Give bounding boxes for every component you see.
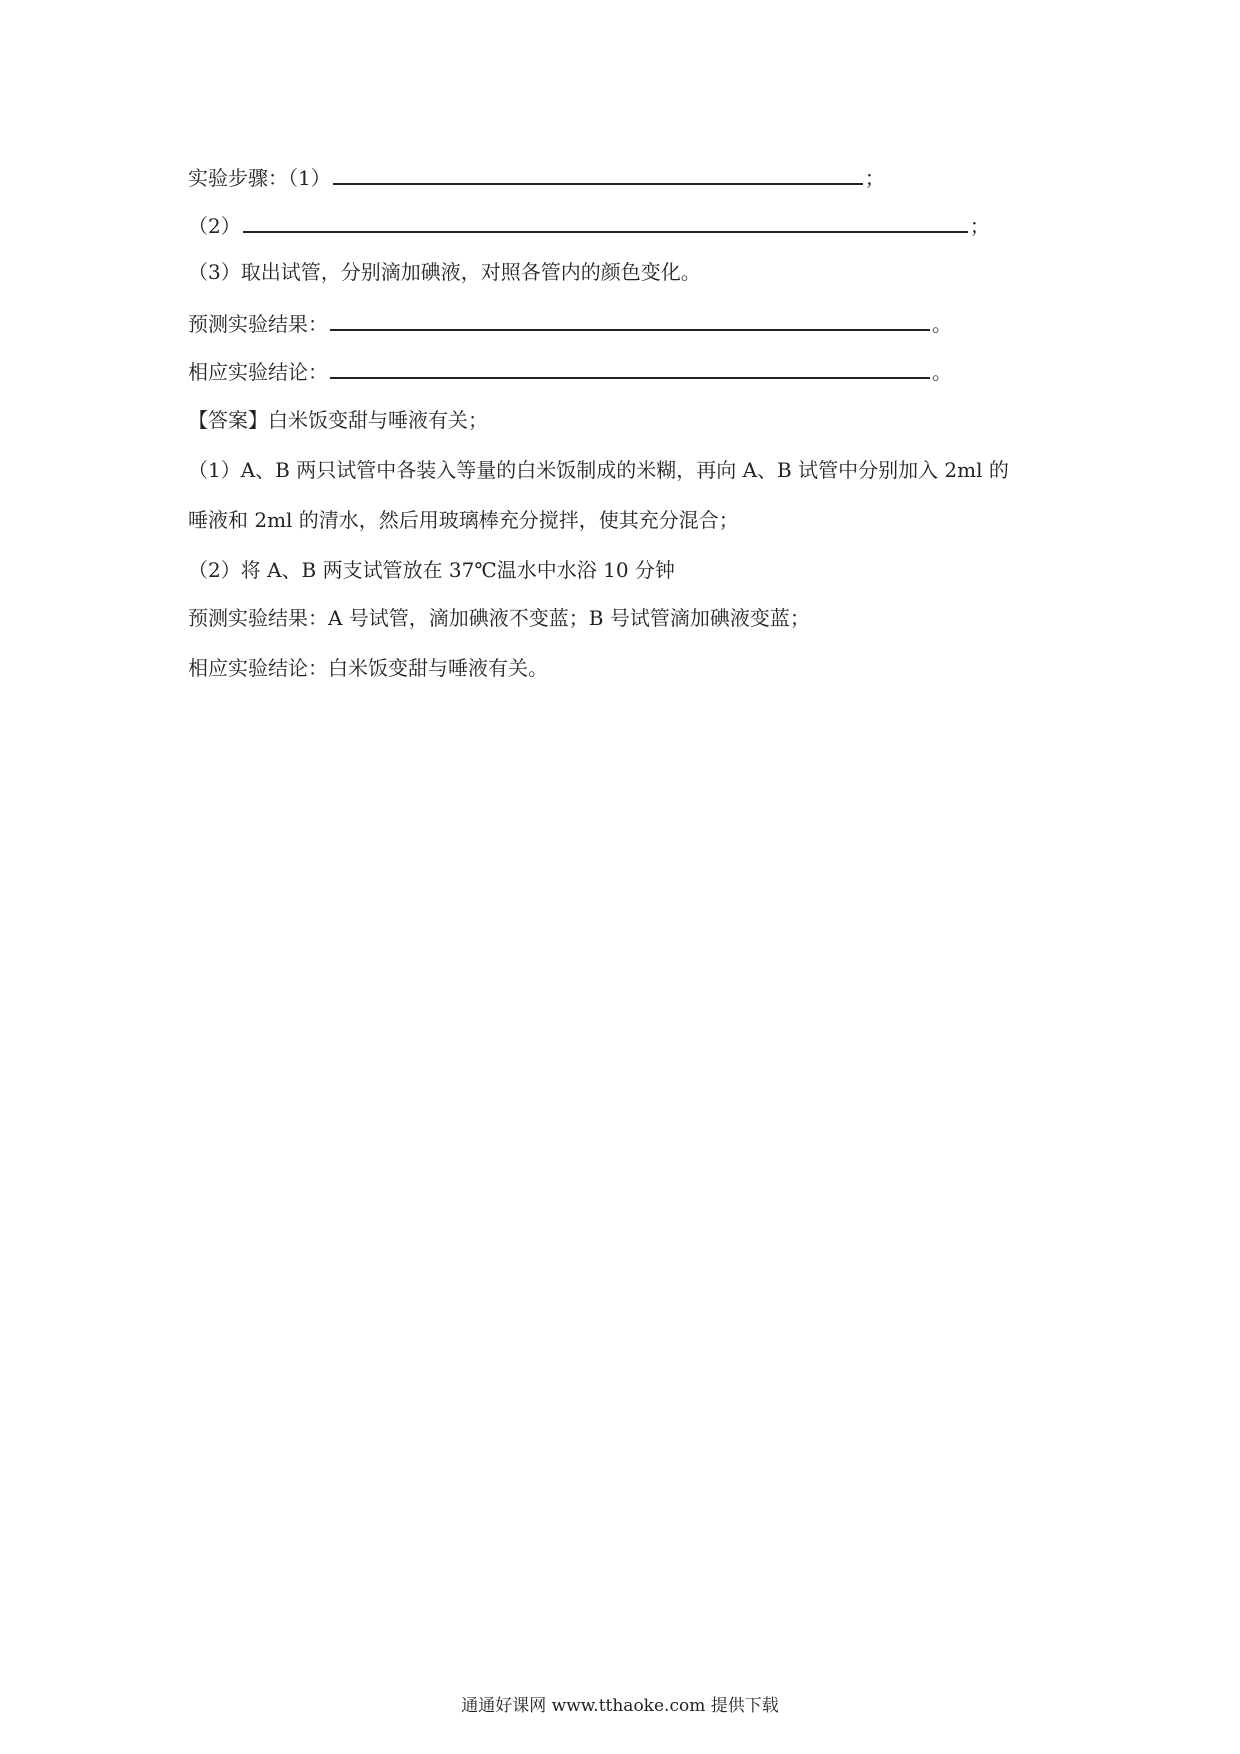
conclusion-label: 相应实验结论： (188, 360, 328, 384)
answer-conclusion: 相应实验结论：白米饭变甜与唾液有关。 (188, 656, 548, 680)
step2-line (188, 211, 990, 239)
prediction-end: 。 (932, 312, 952, 336)
prediction-line (188, 309, 952, 337)
conclusion-blank (330, 357, 930, 379)
step1-line (188, 163, 885, 191)
step1-blank (333, 163, 863, 185)
answer-step2: （2）将 A、B 两支试管放在 37℃温水中水浴 10 分钟 (188, 558, 675, 582)
step3-line: （3）取出试管，分别滴加碘液，对照各管内的颜色变化。 (188, 260, 701, 284)
prediction-blank (330, 309, 930, 331)
answer-step1-line2: 唾液和 2ml 的清水，然后用玻璃棒充分搅拌，使其充分混合； (188, 508, 739, 532)
conclusion-line (188, 357, 952, 385)
prediction-label: 预测实验结果： (188, 312, 328, 336)
answer-step1-line1: （1）A、B 两只试管中各装入等量的白米饭制成的米糊，再向 A、B 试管中分别加入 2ml 的 (188, 458, 1009, 482)
answer-heading: 【答案】白米饭变甜与唾液有关； (188, 408, 488, 432)
footer-text: 通通好课网 www.tthaoke.com 提供下载 (461, 1696, 779, 1716)
step2-label: （2） (188, 214, 241, 238)
step1-end: ； (864, 166, 885, 190)
answer-prediction: 预测实验结果：A 号试管，滴加碘液不变蓝；B 号试管滴加碘液变蓝； (188, 606, 810, 630)
step2-end: ； (969, 214, 990, 238)
step2-blank (243, 211, 968, 233)
conclusion-end: 。 (932, 360, 952, 384)
step1-label: 实验步骤：（1） (188, 166, 331, 190)
